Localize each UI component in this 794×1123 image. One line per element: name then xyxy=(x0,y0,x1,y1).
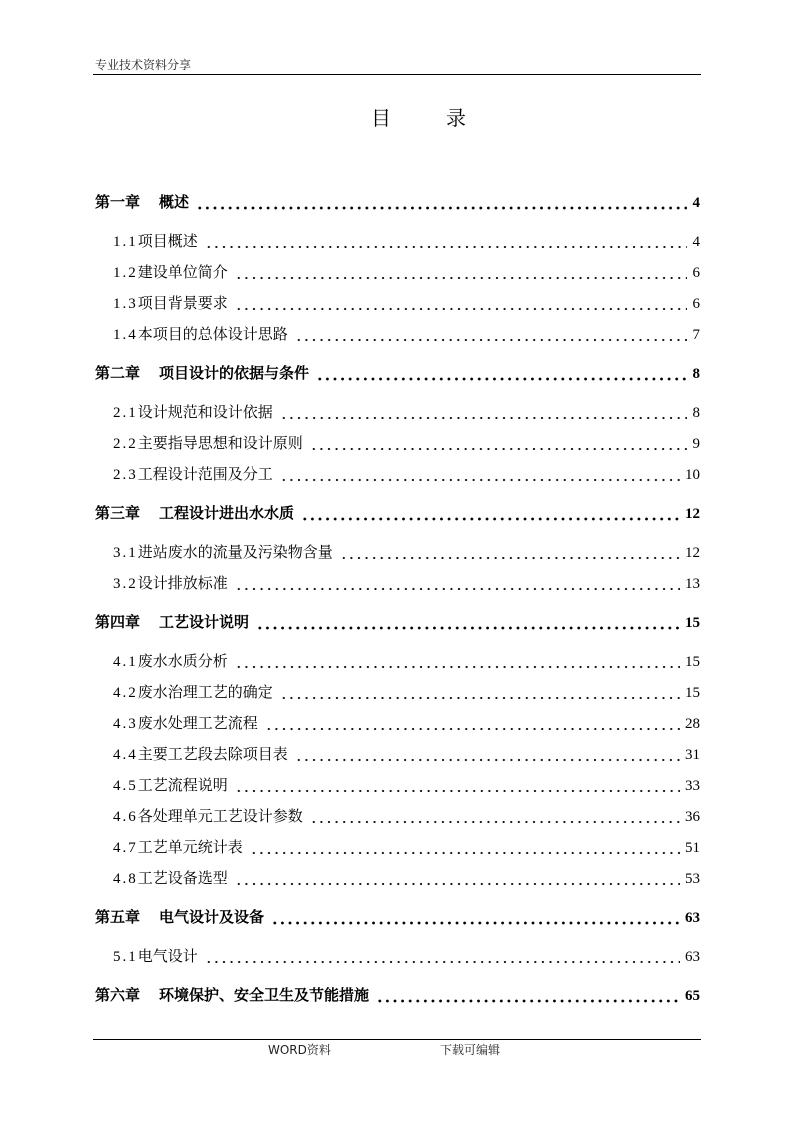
dot-leader xyxy=(316,369,687,381)
page-number: 4 xyxy=(692,234,700,250)
dot-leader xyxy=(376,991,680,1003)
chapter-number: 第一章 xyxy=(95,195,141,211)
section-title: 设计规范和设计依据 xyxy=(137,405,273,421)
toc-section-entry xyxy=(95,569,700,600)
toc-section-entry xyxy=(95,771,700,802)
section-number: 4.7 xyxy=(113,840,138,856)
table-of-contents xyxy=(95,180,700,1020)
dot-leader xyxy=(301,509,680,521)
dot-leader xyxy=(295,750,680,762)
page-number: 63 xyxy=(685,949,700,965)
page-number: 28 xyxy=(685,716,700,732)
toc-section-entry xyxy=(95,833,700,864)
page-number: 6 xyxy=(692,265,700,281)
toc-section-entry xyxy=(95,289,700,320)
toc-section-entry xyxy=(95,227,700,258)
section-title: 工艺设备选型 xyxy=(137,871,228,887)
section-title: 电气设计 xyxy=(137,949,198,965)
dot-leader xyxy=(235,268,687,280)
dot-leader xyxy=(235,781,680,793)
page-number: 12 xyxy=(685,545,700,561)
page-number: 10 xyxy=(685,467,700,483)
dot-leader xyxy=(280,688,680,700)
toc-section-entry xyxy=(95,647,700,678)
toc-section-entry xyxy=(95,460,700,491)
toc-section-entry xyxy=(95,740,700,771)
section-title: 本项目的总体设计思路 xyxy=(137,327,288,343)
toc-chapter-entry xyxy=(95,981,700,1012)
toc-section-entry xyxy=(95,398,700,429)
page-number: 51 xyxy=(685,840,700,856)
page-number: 13 xyxy=(685,576,700,592)
section-title: 主要工艺段去除项目表 xyxy=(137,747,288,763)
dot-leader xyxy=(310,439,687,451)
chapter-title: 概述 xyxy=(159,195,190,211)
dot-leader xyxy=(280,470,680,482)
section-title: 废水处理工艺流程 xyxy=(137,716,258,732)
dot-leader xyxy=(265,719,680,731)
section-title: 进站废水的流量及污染物含量 xyxy=(137,545,333,561)
dot-leader xyxy=(340,548,680,560)
section-number: 1.2 xyxy=(113,265,138,281)
chapter-title: 项目设计的依据与条件 xyxy=(159,366,310,382)
toc-section-entry xyxy=(95,258,700,289)
section-number: 3.2 xyxy=(113,576,138,592)
chapter-title: 工程设计进出水水质 xyxy=(159,506,295,522)
dot-leader xyxy=(235,579,680,591)
toc-section-entry xyxy=(95,429,700,460)
section-title: 工程设计范围及分工 xyxy=(137,467,273,483)
toc-chapter-entry xyxy=(95,499,700,530)
footer-divider xyxy=(93,1039,701,1040)
page-number: 65 xyxy=(685,988,700,1004)
dot-leader xyxy=(235,874,680,886)
page-number: 15 xyxy=(685,654,700,670)
chapter-title: 电气设计及设备 xyxy=(159,910,265,926)
section-number: 4.3 xyxy=(113,716,138,732)
header-divider xyxy=(93,74,701,75)
section-number: 1.4 xyxy=(113,327,138,343)
page-number: 4 xyxy=(692,195,700,211)
chapter-number: 第二章 xyxy=(95,366,141,382)
toc-chapter-entry xyxy=(95,903,700,934)
page-number: 53 xyxy=(685,871,700,887)
dot-leader xyxy=(205,237,687,249)
page-number: 36 xyxy=(685,809,700,825)
section-title: 项目概述 xyxy=(137,234,198,250)
toc-chapter-entry xyxy=(95,359,700,390)
dot-leader xyxy=(235,299,687,311)
section-title: 主要指导思想和设计原则 xyxy=(137,436,303,452)
page-number: 12 xyxy=(685,506,700,522)
chapter-number: 第三章 xyxy=(95,506,141,522)
section-number: 1.3 xyxy=(113,296,138,312)
chapter-number: 第四章 xyxy=(95,615,141,631)
dot-leader xyxy=(271,913,680,925)
section-title: 废水治理工艺的确定 xyxy=(137,685,273,701)
toc-title: 目录 xyxy=(371,106,521,130)
toc-chapter-entry xyxy=(95,608,700,639)
page-number: 9 xyxy=(692,436,700,452)
section-title: 废水水质分析 xyxy=(137,654,228,670)
page-number: 8 xyxy=(692,405,700,421)
dot-leader xyxy=(295,330,687,342)
section-number: 4.4 xyxy=(113,747,138,763)
dot-leader xyxy=(235,657,680,669)
page-number: 63 xyxy=(685,910,700,926)
section-title: 工艺单元统计表 xyxy=(137,840,243,856)
section-number: 2.1 xyxy=(113,405,138,421)
section-number: 2.2 xyxy=(113,436,138,452)
section-title: 建设单位简介 xyxy=(137,265,228,281)
page-number: 8 xyxy=(692,366,700,382)
footer-left-text: WORD资料 xyxy=(268,1043,331,1057)
section-number: 4.8 xyxy=(113,871,138,887)
section-number: 4.6 xyxy=(113,809,138,825)
page-number: 33 xyxy=(685,778,700,794)
section-title: 项目背景要求 xyxy=(137,296,228,312)
section-number: 1.1 xyxy=(113,234,138,250)
page-number: 7 xyxy=(692,327,700,343)
dot-leader xyxy=(310,812,680,824)
page-header-text: 专业技术资料分享 xyxy=(95,58,192,72)
page-number: 31 xyxy=(685,747,700,763)
toc-section-entry xyxy=(95,678,700,709)
section-number: 4.2 xyxy=(113,685,138,701)
toc-section-entry xyxy=(95,320,700,351)
dot-leader xyxy=(256,618,680,630)
dot-leader xyxy=(250,843,680,855)
section-number: 2.3 xyxy=(113,467,138,483)
toc-chapter-entry xyxy=(95,188,700,219)
dot-leader xyxy=(196,198,687,210)
toc-section-entry xyxy=(95,538,700,569)
toc-section-entry xyxy=(95,864,700,895)
chapter-number: 第六章 xyxy=(95,988,141,1004)
page-number: 15 xyxy=(685,685,700,701)
section-title: 设计排放标准 xyxy=(137,576,228,592)
dot-leader xyxy=(280,408,687,420)
dot-leader xyxy=(205,952,680,964)
page-number: 6 xyxy=(692,296,700,312)
chapter-number: 第五章 xyxy=(95,910,141,926)
section-number: 5.1 xyxy=(113,949,138,965)
section-number: 3.1 xyxy=(113,545,138,561)
page-number: 15 xyxy=(685,615,700,631)
section-number: 4.5 xyxy=(113,778,138,794)
chapter-title: 环境保护、安全卫生及节能措施 xyxy=(159,988,370,1004)
footer-right-text: 下载可编辑 xyxy=(440,1043,501,1057)
section-title: 各处理单元工艺设计参数 xyxy=(137,809,303,825)
section-number: 4.1 xyxy=(113,654,138,670)
toc-section-entry xyxy=(95,709,700,740)
toc-section-entry xyxy=(95,802,700,833)
chapter-title: 工艺设计说明 xyxy=(159,615,250,631)
toc-section-entry xyxy=(95,942,700,973)
section-title: 工艺流程说明 xyxy=(137,778,228,794)
